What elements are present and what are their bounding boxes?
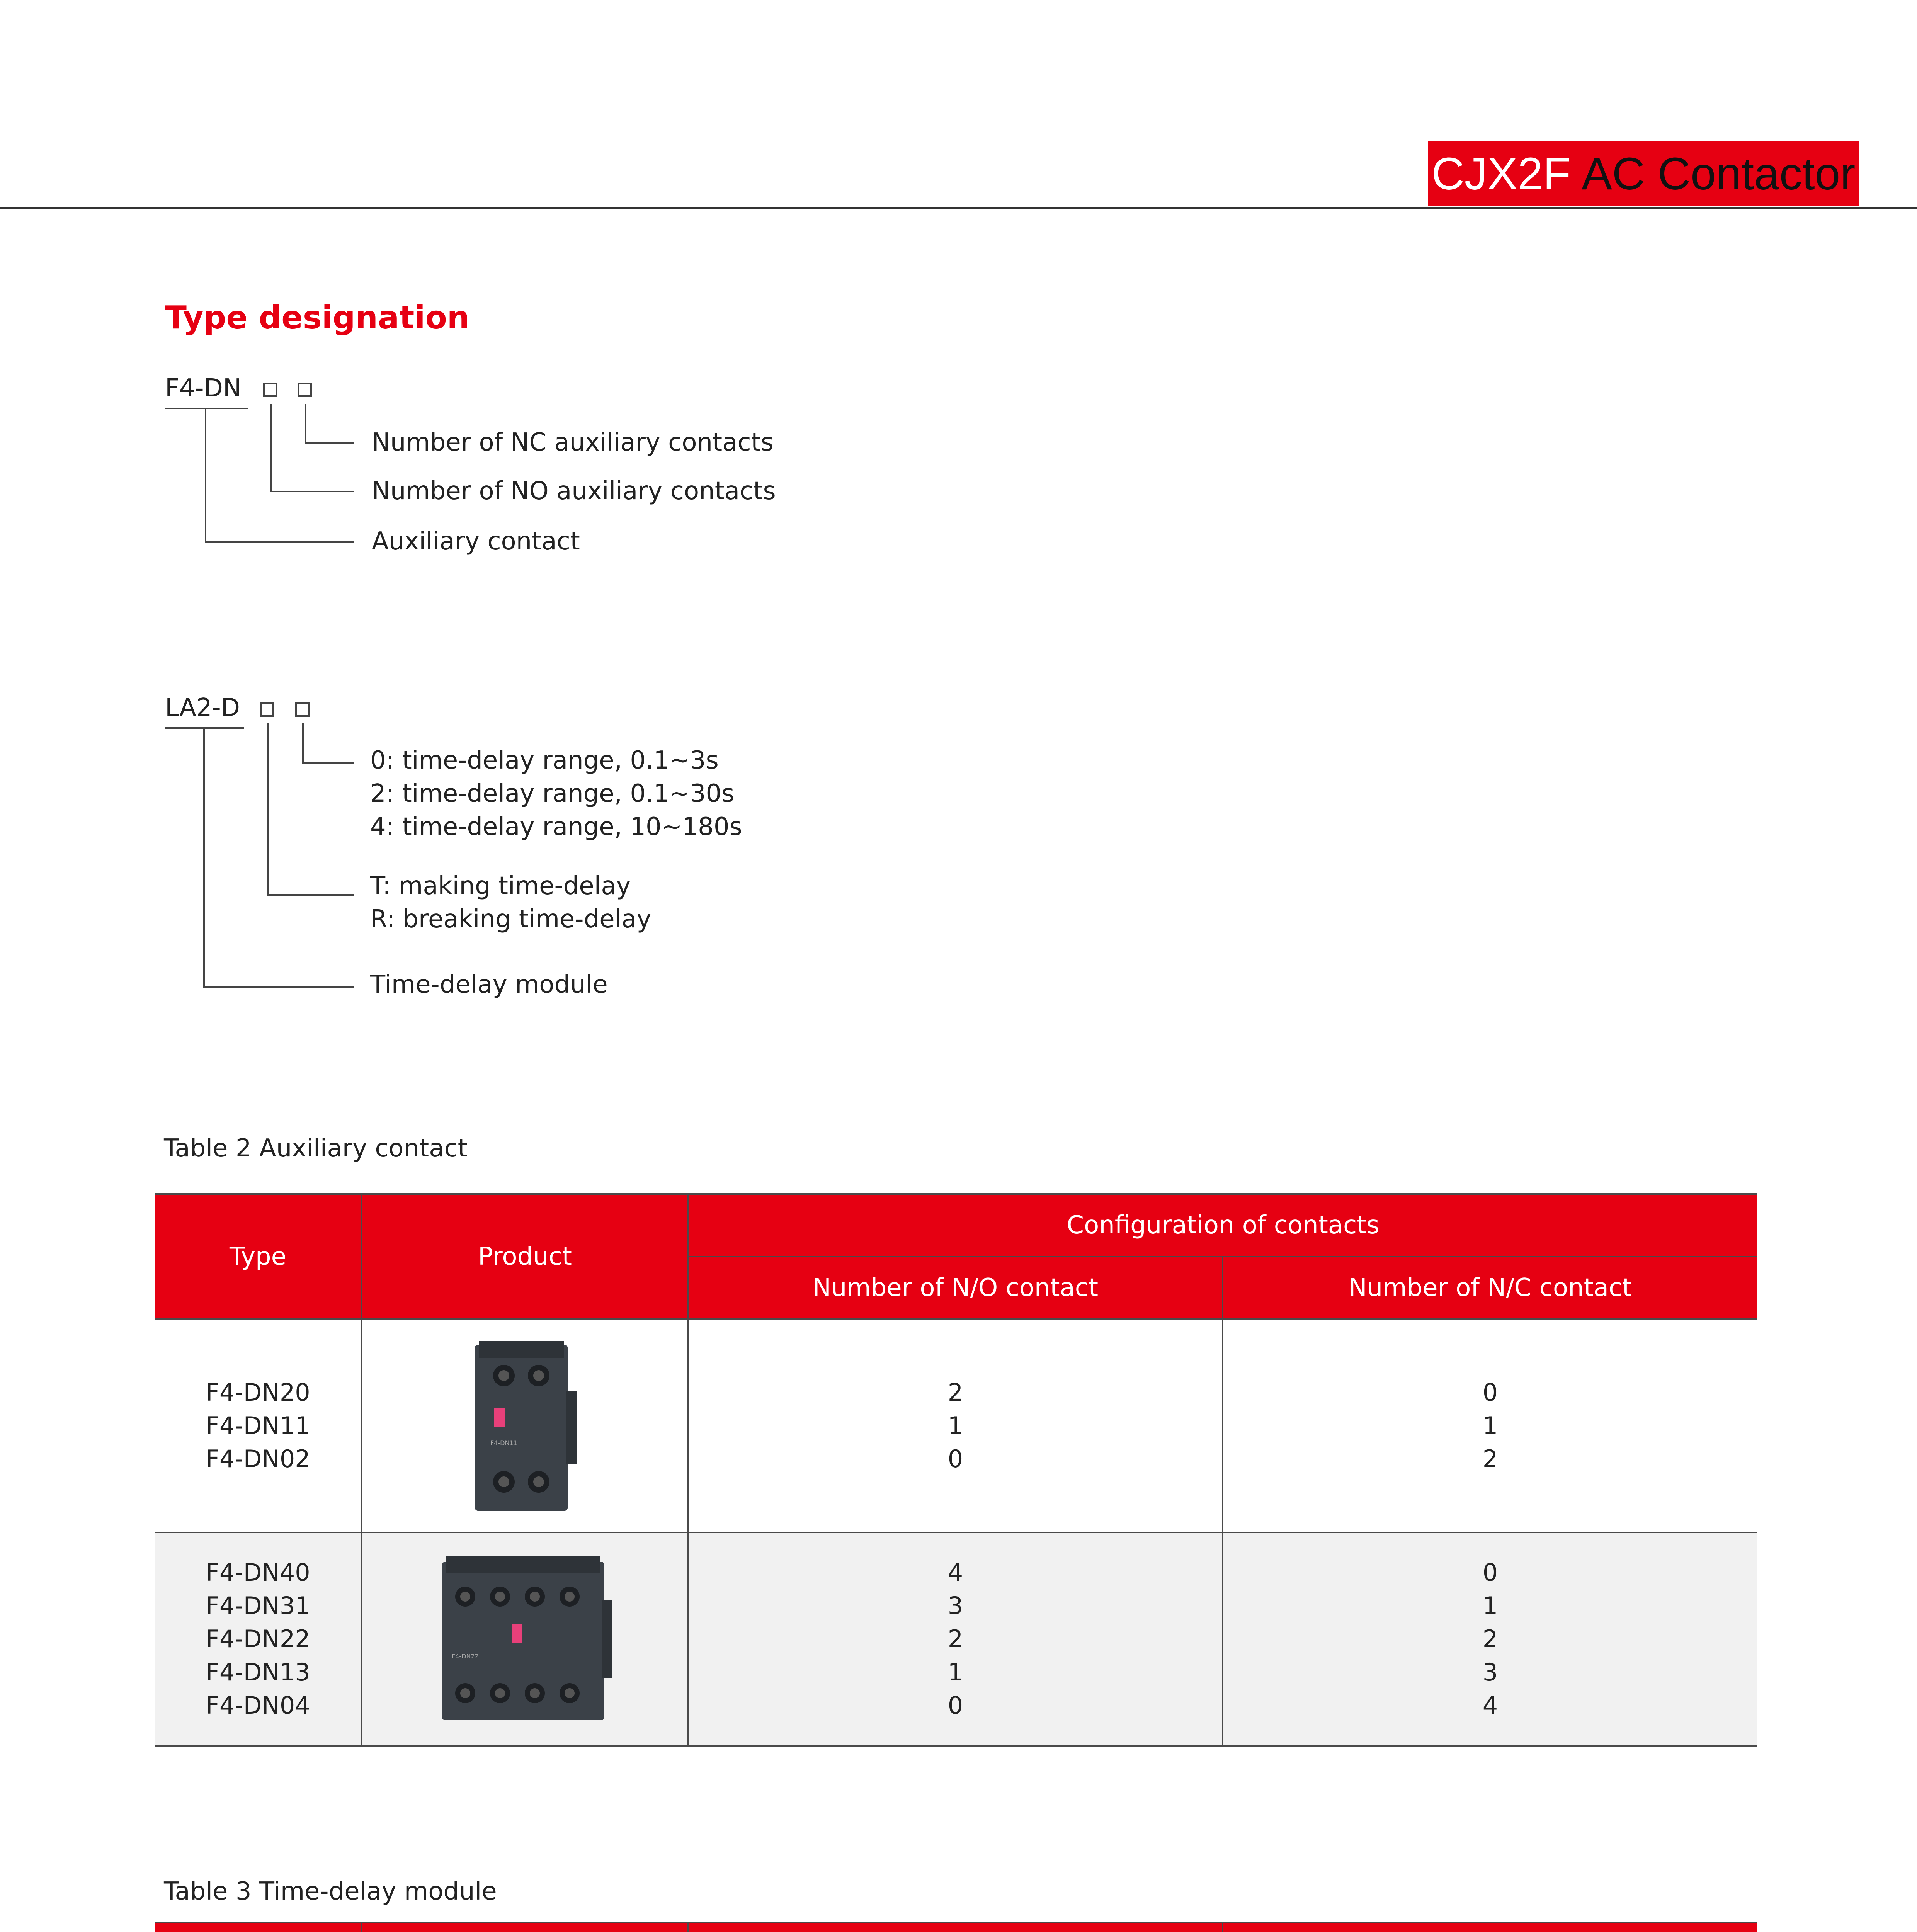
- no-value: 1: [947, 1658, 963, 1686]
- cell-types: [155, 1532, 362, 1746]
- designation-label: Auxiliary contact: [372, 527, 580, 556]
- no-value: 3: [947, 1592, 963, 1620]
- cell-product: [362, 1319, 688, 1532]
- branch-line: [267, 894, 354, 896]
- branch-line: [205, 408, 206, 543]
- header-rule: [0, 207, 1917, 209]
- cell-types: [155, 1319, 362, 1532]
- nc-value: 2: [1482, 1625, 1498, 1653]
- type-code: F4-DN02: [206, 1445, 310, 1473]
- code-slot-box: [263, 383, 277, 397]
- range-line: 2: time-delay range, 0.1~30s: [370, 779, 735, 808]
- mode-line: T: making time-delay: [370, 872, 631, 900]
- branch-line: [305, 404, 306, 444]
- range-line: 0: time-delay range, 0.1~3s: [370, 746, 719, 775]
- th-no-contact: Number of N/O contact: [688, 1257, 1223, 1319]
- nc-value: 3: [1482, 1658, 1498, 1686]
- range-lines: [370, 744, 742, 844]
- designation-label: Number of NO auxiliary contacts: [372, 477, 776, 505]
- designation-code: F4-DN: [165, 374, 242, 403]
- table2-auxiliary-contact: [155, 1193, 1757, 1747]
- branch-line: [302, 723, 304, 764]
- cell-product: [362, 1532, 688, 1746]
- no-value: 1: [947, 1412, 963, 1440]
- header-model: CJX2F: [1431, 148, 1571, 199]
- type-code: F4-DN04: [206, 1691, 310, 1719]
- branch-line: [203, 986, 354, 988]
- nc-value: 1: [1482, 1412, 1498, 1440]
- branch-line: [270, 404, 272, 492]
- th-config: Configuration of contacts: [688, 1194, 1757, 1257]
- mode-line: R: breaking time-delay: [370, 905, 651, 934]
- nc-value: 0: [1482, 1558, 1498, 1587]
- branch-line: [302, 762, 354, 764]
- module-label: Time-delay module: [370, 970, 608, 999]
- no-value: 0: [947, 1691, 963, 1719]
- mode-lines: [370, 869, 651, 936]
- th-type: [155, 1922, 362, 1932]
- no-value: 4: [947, 1558, 963, 1587]
- type-code: F4-DN40: [206, 1558, 310, 1587]
- th-nc-contact: Number of N/C contact: [1223, 1257, 1757, 1319]
- code-slot-box: [298, 383, 312, 397]
- nc-value: 4: [1482, 1691, 1498, 1719]
- table-row: [155, 1532, 1757, 1746]
- header-title: AC Contactor: [1582, 148, 1856, 199]
- no-value: 2: [947, 1378, 963, 1406]
- cell-no-values: [688, 1319, 1223, 1532]
- table2-caption: Table 2 Auxiliary contact: [164, 1134, 468, 1163]
- product-label: F4-DN11: [490, 1439, 517, 1447]
- type-code: F4-DN13: [206, 1658, 310, 1686]
- nc-value: 1: [1482, 1592, 1498, 1620]
- designation-code: LA2-D: [165, 694, 240, 722]
- section-title: Type designation: [165, 299, 470, 336]
- th-type: Type: [155, 1194, 362, 1319]
- table-row: [155, 1319, 1757, 1532]
- nc-value: 2: [1482, 1445, 1498, 1473]
- code-underline: [165, 408, 248, 409]
- cell-nc-values: [1223, 1319, 1757, 1532]
- table3-caption: Table 3 Time-delay module: [164, 1877, 497, 1906]
- th-contacts: [1223, 1922, 1757, 1932]
- cell-no-values: [688, 1532, 1223, 1746]
- product-image-f4-dn11: [467, 1333, 583, 1519]
- product-image-f4-dn22: [434, 1546, 616, 1732]
- type-code: F4-DN22: [206, 1625, 310, 1653]
- type-code: F4-DN20: [206, 1378, 310, 1406]
- product-label: F4-DN22: [451, 1653, 479, 1660]
- branch-line: [305, 442, 354, 444]
- designation-label: Number of NC auxiliary contacts: [372, 428, 774, 457]
- code-slot-box: [260, 702, 274, 717]
- branch-line: [203, 728, 205, 988]
- cell-nc-values: [1223, 1532, 1757, 1746]
- code-slot-box: [295, 702, 310, 717]
- no-value: 0: [947, 1445, 963, 1473]
- no-value: 2: [947, 1625, 963, 1653]
- nc-value: 0: [1482, 1378, 1498, 1406]
- branch-line: [205, 541, 354, 543]
- type-code: F4-DN11: [206, 1412, 310, 1440]
- type-code: F4-DN31: [206, 1592, 310, 1620]
- header-banner: [1428, 141, 1859, 206]
- range-line: 4: time-delay range, 10~180s: [370, 813, 742, 841]
- table3-time-delay-module: [155, 1922, 1757, 1932]
- branch-line: [270, 491, 354, 492]
- th-product: [362, 1922, 688, 1932]
- branch-line: [267, 723, 269, 896]
- th-product: Product: [362, 1194, 688, 1319]
- th-range: [688, 1922, 1223, 1932]
